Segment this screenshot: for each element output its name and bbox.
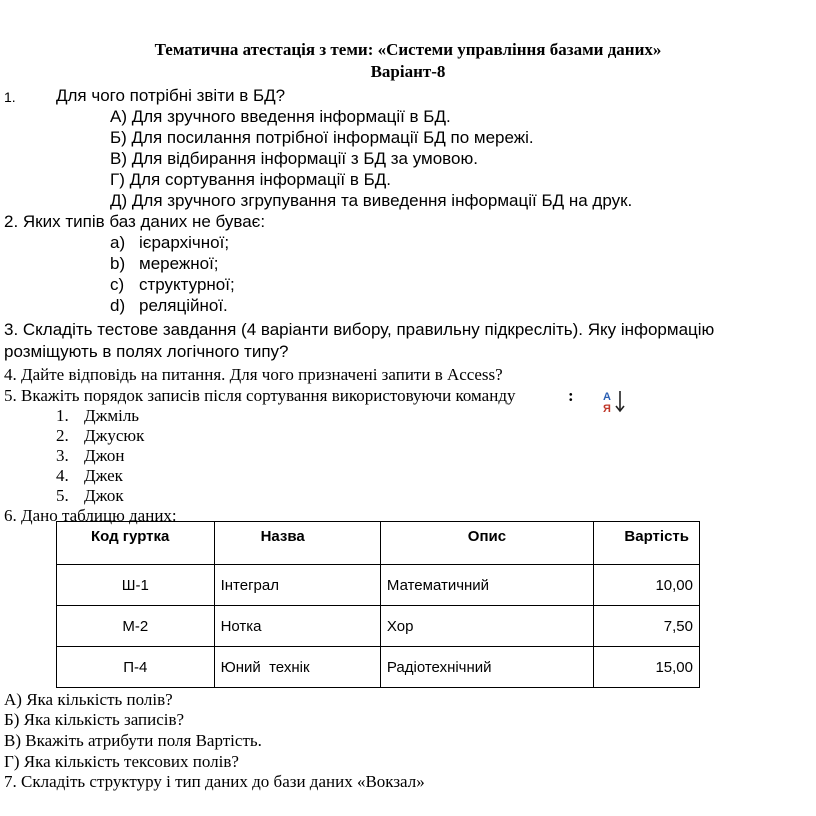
table-header-cell: Вартість [593,522,699,565]
table-cell: 15,00 [593,647,699,688]
data-table [56,521,700,688]
q1-number: 1. [4,89,16,105]
table-cell: Нотка [214,606,380,647]
q1-option: Б) Для посилання потрібної інформації БД по мережі. [110,128,534,147]
table-row [57,647,700,688]
q5-item-name: Джек [84,466,123,485]
sort-icon-letter-bottom: Я [603,403,611,415]
q1-text: Для чого потрібні звіти в БД? [56,86,286,105]
q2-option-text: структурної; [139,275,235,294]
q2-option-text: ієрархічної; [139,233,230,252]
table-header-row [57,522,700,565]
q7-text: 7. Складіть структуру і тип даних до бази даних «Вокзал» [4,772,425,791]
q5-item-name: Джон [84,446,125,465]
table-header-cell: Назва [214,522,380,565]
q1-option: А) Для зручного введення інформації в БД. [110,107,451,126]
q5-item-number: 2. [56,426,69,445]
q5-item-number: 4. [56,466,69,485]
table-header-cell: Код гуртка [57,522,215,565]
q2-option-marker: b) [110,254,126,273]
q5-colon: : [568,386,574,405]
table-cell: Радіотехнічний [380,647,593,688]
q6-subquestion: Г) Яка кількість тексових полів? [4,752,239,771]
q6-subquestion: А) Яка кількість полів? [4,690,173,709]
table-cell: Ш-1 [57,565,215,606]
q2-option-text: мережної; [139,254,219,273]
table-cell: П-4 [57,647,215,688]
q1-option: В) Для відбирання інформації з БД за умовою. [110,149,478,168]
q2-option-text: реляційної. [139,296,228,315]
q6-text: 6. Дано таблицю даних: [4,506,177,525]
q5-item-name: Джусюк [84,426,145,445]
q1-option: Д) Для зручного згрупування та виведення інформації БД на друк. [110,191,633,210]
q4-text: 4. Дайте відповідь на питання. Для чого призначені запити в Access? [4,365,503,384]
q6-subquestion: Б) Яка кількість записів? [4,710,185,729]
table-cell: Інтеграл [214,565,380,606]
q1-option: Г) Для сортування інформації в БД. [110,170,391,189]
table-header-cell: Опис [380,522,593,565]
q2-text: 2. Яких типів баз даних не буває: [4,212,266,231]
table-row [57,565,700,606]
variant-label: Варіант-8 [370,62,446,81]
table-cell: М-2 [57,606,215,647]
table-cell: 7,50 [593,606,699,647]
q3-line: розміщують в полях логічного типу? [4,342,289,361]
sort-ascending-icon [600,389,628,415]
q5-item-number: 1. [56,406,69,425]
page-title: Тематична атестація з теми: «Системи управління базами даних» [154,40,662,59]
table-cell: Юний технік [214,647,380,688]
table-cell: Математичний [380,565,593,606]
q5-item-number: 5. [56,486,69,505]
q5-item-name: Джміль [84,406,140,425]
q2-option-marker: d) [110,296,126,315]
q2-option-marker: a) [110,233,126,252]
table-cell: 10,00 [593,565,699,606]
q5-item-number: 3. [56,446,69,465]
table-cell: Хор [380,606,593,647]
q5-item-name: Джок [84,486,124,505]
q2-option-marker: c) [110,275,125,294]
table-row [57,606,700,647]
q5-text: 5. Вкажіть порядок записів після сортування використовуючи команду [4,386,516,405]
q6-subquestion: В) Вкажіть атрибути поля Вартість. [4,731,262,750]
sort-icon-letter-top: А [603,391,611,403]
q3-line: 3. Складіть тестове завдання (4 варіанти вибору, правильну підкресліть). Яку інформацію [4,320,715,339]
